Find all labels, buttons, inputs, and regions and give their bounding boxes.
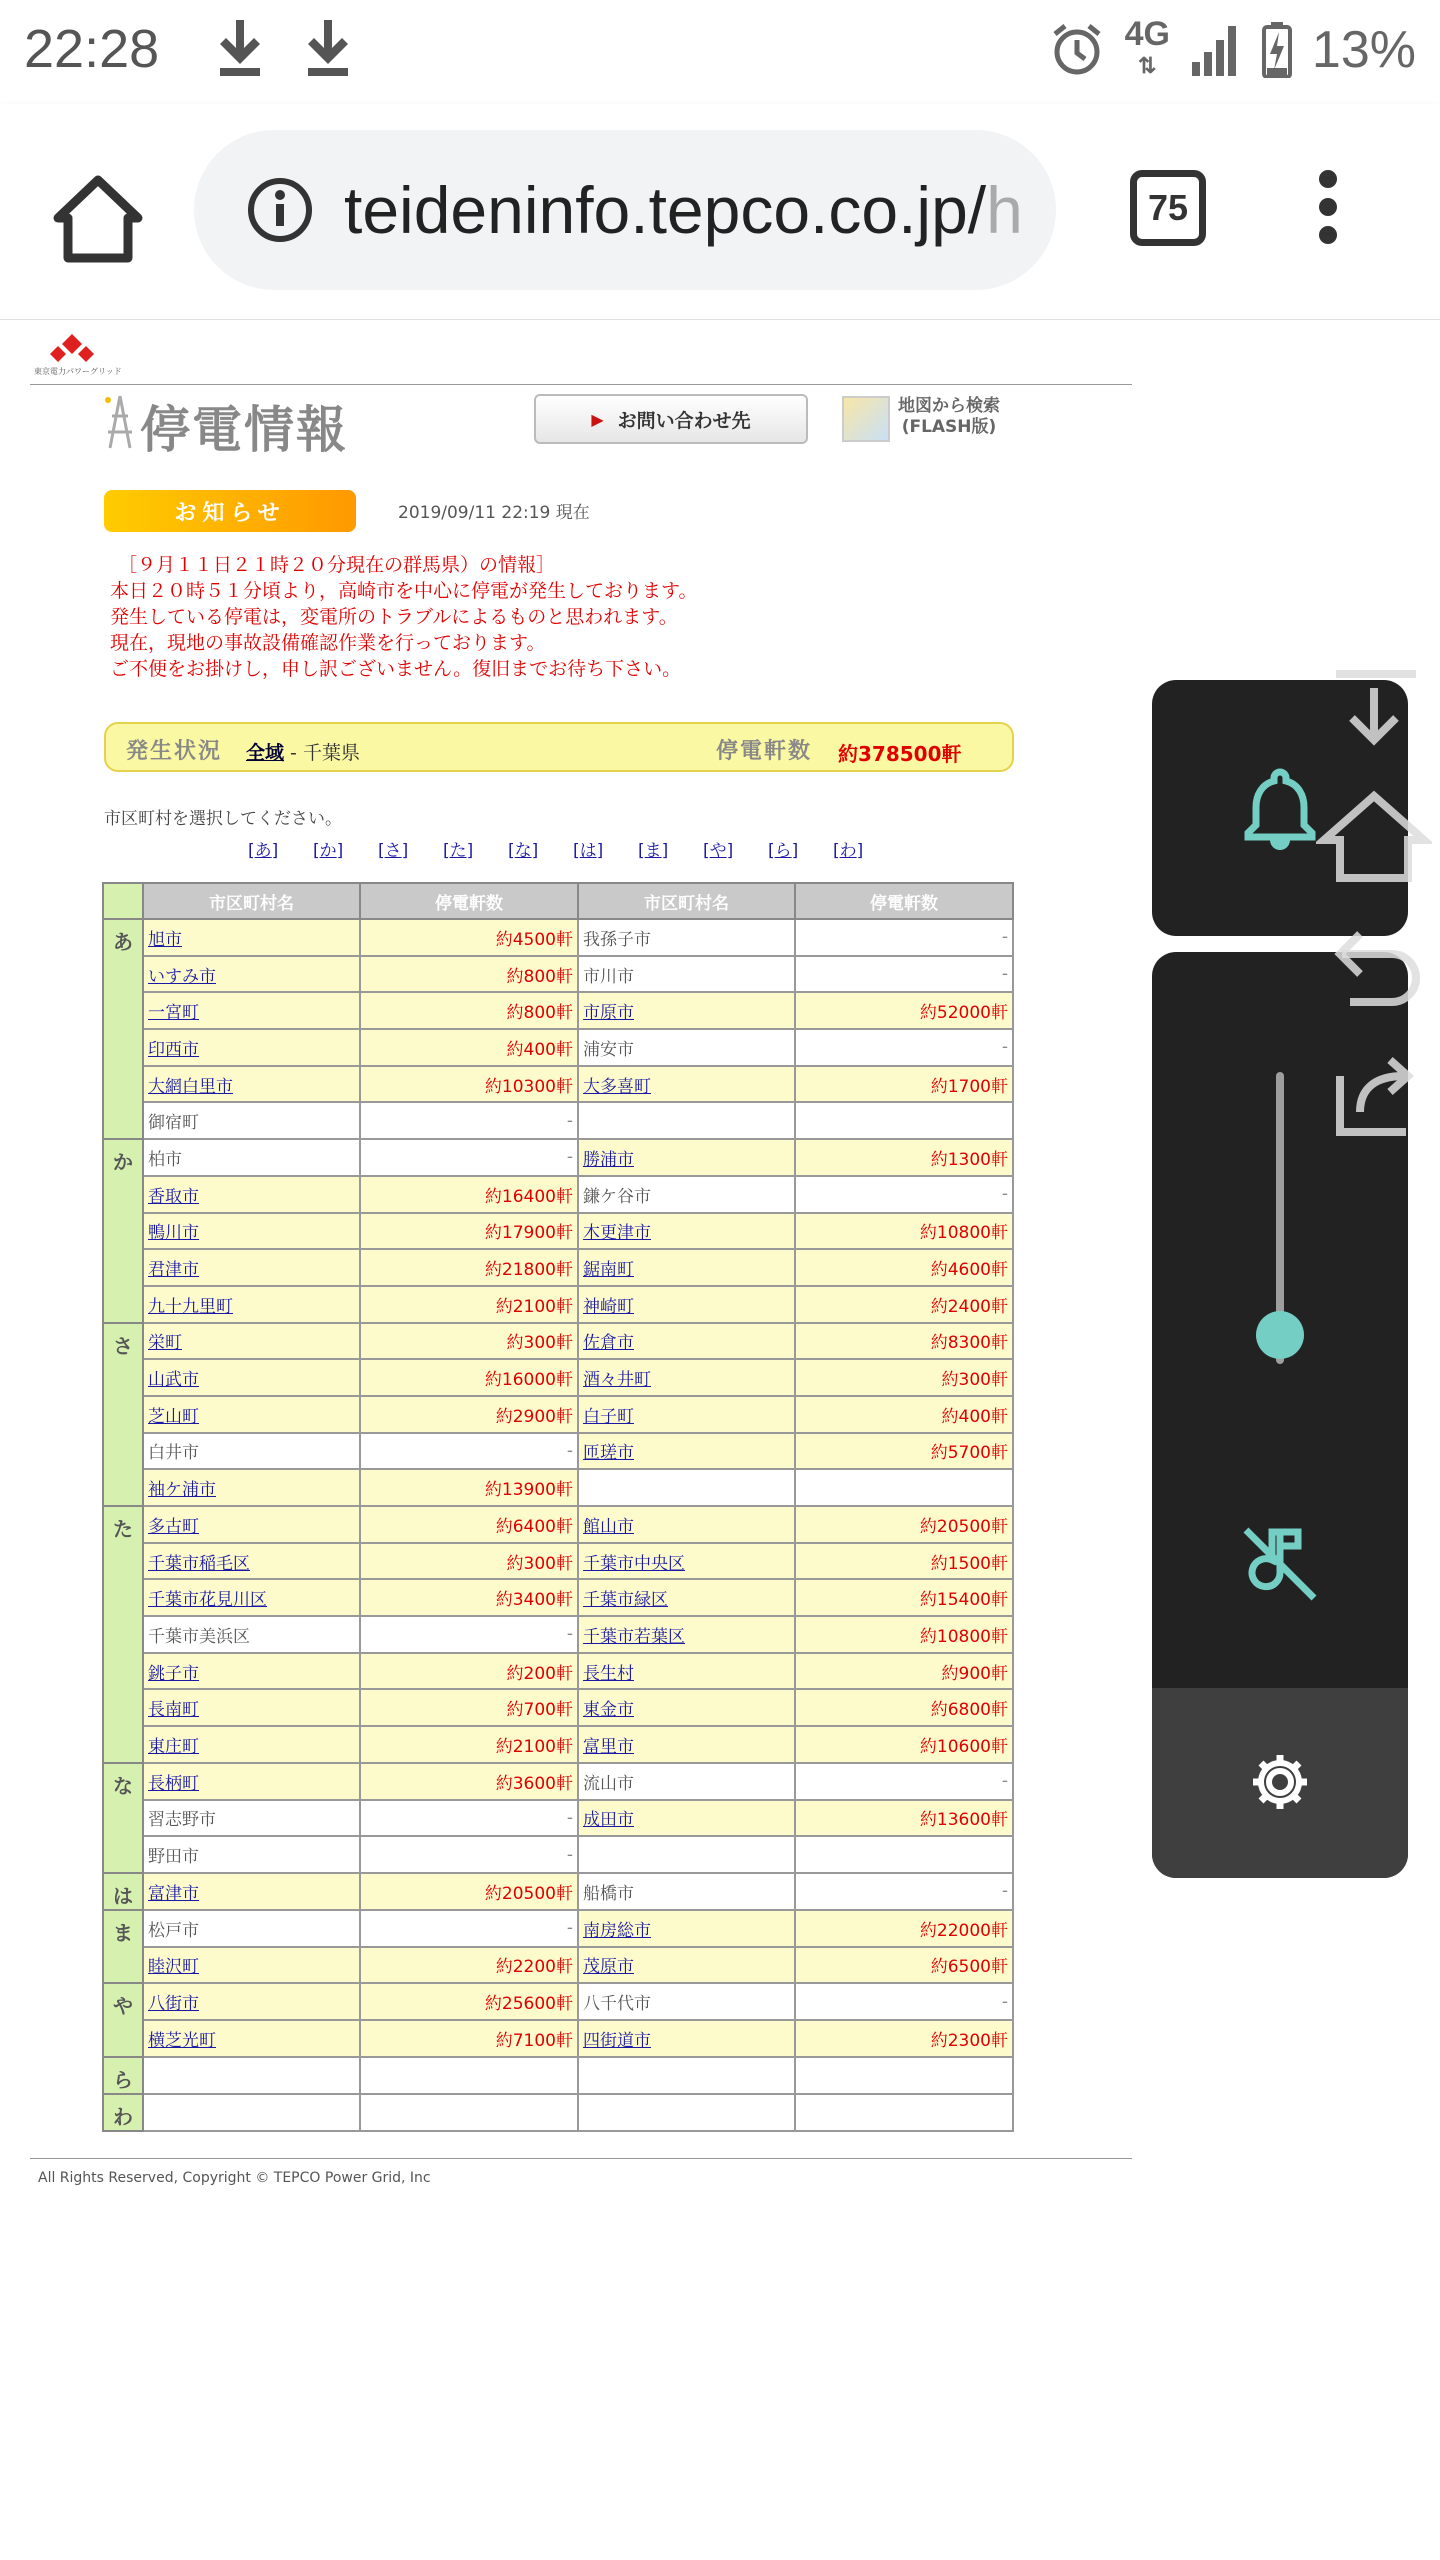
kana-nav-item[interactable]: [さ]	[378, 841, 409, 861]
divider	[30, 384, 1132, 385]
municipality-link[interactable]: 木更津市	[583, 1223, 651, 1244]
municipality-cell	[578, 2020, 795, 2057]
download-icon	[218, 20, 262, 76]
municipality-link[interactable]: 旭市	[148, 929, 182, 950]
music-muted-icon[interactable]	[1236, 1520, 1324, 1608]
kana-group-label: ま	[103, 1910, 143, 1983]
kana-nav-item[interactable]: [は]	[573, 841, 604, 861]
kana-index-nav	[248, 836, 898, 861]
outage-count-cell: 約4500軒	[360, 919, 578, 956]
tepco-logo[interactable]	[48, 332, 96, 368]
outage-count-cell	[360, 2094, 578, 2131]
page-title: 停電情報	[140, 401, 348, 459]
municipality-cell	[578, 1323, 795, 1360]
municipality-link[interactable]: 勝浦市	[583, 1149, 634, 1170]
municipality-cell	[143, 1323, 360, 1360]
kana-group-label: さ	[103, 1323, 143, 1506]
municipality-link[interactable]: 九十九里町	[148, 1296, 233, 1317]
outage-count-cell: 約900軒	[795, 1653, 1013, 1690]
municipality-link[interactable]: 館山市	[583, 1516, 634, 1537]
municipality-link[interactable]: 印西市	[148, 1039, 199, 1060]
outage-count-cell: 約6800軒	[795, 1689, 1013, 1726]
battery-charging-icon	[1262, 22, 1292, 78]
outage-count-cell	[360, 2057, 578, 2094]
outage-count-cell: 約15400軒	[795, 1579, 1013, 1616]
municipality-cell	[143, 2020, 360, 2057]
table-row	[103, 1689, 1013, 1726]
municipality-cell	[143, 1469, 360, 1506]
municipality-cell: 鎌ケ谷市	[578, 1176, 795, 1213]
contact-button[interactable]	[534, 394, 808, 444]
table-row	[103, 1139, 1013, 1176]
outage-table	[102, 882, 1014, 2132]
kana-nav-item[interactable]: [ら]	[768, 841, 799, 861]
table-row	[103, 1433, 1013, 1470]
outage-count-cell: 約2100軒	[360, 1726, 578, 1763]
municipality-cell	[578, 1836, 795, 1873]
municipality-link[interactable]: 千葉市中央区	[583, 1553, 685, 1574]
table-row	[103, 956, 1013, 993]
municipality-link[interactable]: 山武市	[148, 1370, 199, 1391]
back-gesture-icon[interactable]	[1330, 920, 1426, 1010]
municipality-link[interactable]: 長柄町	[148, 1773, 199, 1794]
kana-nav-item[interactable]: [か]	[313, 841, 344, 861]
status-bar	[0, 0, 1440, 104]
municipality-link[interactable]: 八街市	[148, 1994, 199, 2015]
outage-count-cell: 約13600軒	[795, 1800, 1013, 1837]
municipality-link[interactable]: いすみ市	[148, 966, 216, 987]
overflow-menu-button[interactable]	[1310, 170, 1346, 260]
municipality-link[interactable]: 千葉市若葉区	[583, 1626, 685, 1647]
count-label: 停電軒数	[716, 739, 813, 764]
battery-percent: 13%	[1311, 21, 1416, 79]
home-gesture-icon[interactable]	[1316, 788, 1432, 884]
outage-count-cell: 約700軒	[360, 1689, 578, 1726]
kana-nav-item[interactable]: [あ]	[248, 841, 279, 861]
municipality-cell: 習志野市	[143, 1800, 360, 1837]
outage-count-cell: 約25600軒	[360, 1983, 578, 2020]
kana-nav-item[interactable]: [わ]	[833, 841, 864, 861]
outage-count-cell: -	[795, 919, 1013, 956]
outage-count-cell: -	[360, 1433, 578, 1470]
outage-count-cell	[795, 1836, 1013, 1873]
municipality-cell	[143, 1873, 360, 1910]
municipality-cell: 浦安市	[578, 1029, 795, 1066]
gear-icon[interactable]	[1250, 1752, 1310, 1812]
kana-nav-item[interactable]: [や]	[703, 841, 734, 861]
municipality-cell	[578, 2057, 795, 2094]
outage-count-cell: 約22000軒	[795, 1910, 1013, 1947]
outage-count-cell: 約21800軒	[360, 1249, 578, 1286]
table-row	[103, 992, 1013, 1029]
outage-count-cell: 約6400軒	[360, 1506, 578, 1543]
table-row	[103, 1249, 1013, 1286]
municipality-cell	[578, 1359, 795, 1396]
municipality-cell	[143, 1213, 360, 1250]
municipality-cell	[143, 1653, 360, 1690]
table-row	[103, 2094, 1013, 2131]
outage-count-cell: 約1500軒	[795, 1543, 1013, 1580]
outage-count-cell: 約2900軒	[360, 1396, 578, 1433]
outage-count-cell: -	[795, 1873, 1013, 1910]
municipality-link[interactable]: 富里市	[583, 1736, 634, 1757]
outage-count-cell	[795, 2057, 1013, 2094]
table-header-row	[103, 883, 1013, 919]
outage-count-cell: -	[360, 1102, 578, 1139]
municipality-cell	[578, 1102, 795, 1139]
outage-count-cell: 約13900軒	[360, 1469, 578, 1506]
municipality-link[interactable]: 長南町	[148, 1700, 199, 1721]
municipality-link[interactable]: 袖ケ浦市	[148, 1480, 216, 1501]
outage-count-cell: 約8300軒	[795, 1323, 1013, 1360]
notice-badge: お知らせ	[104, 490, 356, 532]
municipality-cell: 我孫子市	[578, 919, 795, 956]
municipality-cell: 流山市	[578, 1763, 795, 1800]
signal-icon	[1190, 24, 1242, 76]
municipality-cell	[143, 1983, 360, 2020]
outage-count-cell: 約10800軒	[795, 1213, 1013, 1250]
outage-count-cell: 約300軒	[360, 1323, 578, 1360]
outage-count-cell: -	[360, 1139, 578, 1176]
municipality-link[interactable]: 成田市	[583, 1810, 634, 1831]
kana-group-label: あ	[103, 919, 143, 1139]
outage-count-cell: -	[795, 1983, 1013, 2020]
municipality-link[interactable]: 白子町	[583, 1406, 634, 1427]
table-row	[103, 1726, 1013, 1763]
table-row	[103, 1359, 1013, 1396]
kana-nav-item[interactable]: [な]	[508, 841, 539, 861]
table-row	[103, 1910, 1013, 1947]
info-icon[interactable]	[246, 176, 314, 244]
table-row	[103, 1213, 1013, 1250]
notice-text: ［９月１１日２１時２０分現在の群馬県）の情報］ 本日２０時５１分頃より，高崎市を中心に停電が発生しております。 発生している停電は，変電所のトラブルによるものと思われます。 現在，現地の事故設備確認作業を行っております。 ご不便をお掛けし，申し訳ございません。復旧までお待ち下さい。	[110, 554, 698, 680]
municipality-cell	[143, 1396, 360, 1433]
municipality-cell: 柏市	[143, 1139, 360, 1176]
outage-count-cell	[795, 2094, 1013, 2131]
table-row	[103, 1836, 1013, 1873]
municipality-link[interactable]: 君津市	[148, 1260, 199, 1281]
scroll-down-icon[interactable]	[1326, 668, 1422, 756]
outage-count-cell: -	[360, 1910, 578, 1947]
outage-count-cell: 約6500軒	[795, 1947, 1013, 1984]
outage-count-cell: 約200軒	[360, 1653, 578, 1690]
municipality-link[interactable]: 鴨川市	[148, 1223, 199, 1244]
municipality-link[interactable]: 匝瑳市	[583, 1443, 634, 1464]
table-row	[103, 1763, 1013, 1800]
outage-count-cell: 約1300軒	[795, 1139, 1013, 1176]
share-gesture-icon[interactable]	[1330, 1046, 1426, 1142]
download-icon	[306, 20, 350, 76]
arrow-right-icon: ▶	[591, 409, 604, 429]
outage-count-cell: 約4600軒	[795, 1249, 1013, 1286]
bell-icon[interactable]	[1242, 766, 1318, 850]
outage-count-cell: 約3600軒	[360, 1763, 578, 1800]
municipality-cell	[143, 1689, 360, 1726]
municipality-cell	[578, 1910, 795, 1947]
municipality-cell: 八千代市	[578, 1983, 795, 2020]
municipality-cell	[143, 2094, 360, 2131]
kana-group-label: は	[103, 1873, 143, 1910]
municipality-link[interactable]: 香取市	[148, 1186, 199, 1207]
address-bar[interactable]	[194, 130, 1056, 290]
kana-group-label: ら	[103, 2057, 143, 2094]
outage-count-cell: -	[795, 1763, 1013, 1800]
outage-count-cell: -	[795, 956, 1013, 993]
outage-count-cell: 約2100軒	[360, 1286, 578, 1323]
municipality-cell	[578, 1947, 795, 1984]
municipality-cell: 市川市	[578, 956, 795, 993]
table-row	[103, 1506, 1013, 1543]
municipality-link[interactable]: 南房総市	[583, 1920, 651, 1941]
outage-count-cell: 約52000軒	[795, 992, 1013, 1029]
select-prompt: 市区町村を選択してください。	[104, 809, 342, 829]
outage-count-cell: 約20500軒	[360, 1873, 578, 1910]
col-header-name: 市区町村名	[578, 883, 795, 919]
municipality-link[interactable]: 芝山町	[148, 1406, 199, 1427]
municipality-link[interactable]: 鋸南町	[583, 1260, 634, 1281]
outage-count-cell: 約10800軒	[795, 1616, 1013, 1653]
table-row	[103, 1396, 1013, 1433]
tab-switcher-button[interactable]: 75	[1130, 170, 1206, 246]
col-header-count: 停電軒数	[360, 883, 578, 919]
kana-group-label: や	[103, 1983, 143, 2056]
network-type: 4G ⇅	[1124, 15, 1170, 78]
table-row	[103, 1469, 1013, 1506]
table-row	[103, 919, 1013, 956]
kana-group-label: な	[103, 1763, 143, 1873]
table-row	[103, 1947, 1013, 1984]
municipality-cell	[578, 1469, 795, 1506]
municipality-link[interactable]: 市原市	[583, 1003, 634, 1024]
area-all-link[interactable]: 全域	[246, 742, 285, 764]
table-row	[103, 1066, 1013, 1103]
table-row	[103, 1029, 1013, 1066]
municipality-cell: 松戸市	[143, 1910, 360, 1947]
outage-count-cell: 約2400軒	[795, 1286, 1013, 1323]
municipality-link[interactable]: 千葉市花見川区	[148, 1590, 267, 1611]
municipality-cell	[143, 1579, 360, 1616]
outage-count-cell: 約300軒	[360, 1543, 578, 1580]
municipality-link[interactable]: 長生村	[583, 1663, 634, 1684]
municipality-cell	[578, 1506, 795, 1543]
municipality-cell	[578, 1066, 795, 1103]
volume-settings-area	[1152, 1688, 1408, 1878]
municipality-cell	[578, 1396, 795, 1433]
municipality-cell	[143, 1066, 360, 1103]
outage-count-cell: 約300軒	[795, 1359, 1013, 1396]
municipality-link[interactable]: 大網白里市	[148, 1076, 233, 1097]
contact-button-label: お問い合わせ先	[617, 409, 751, 432]
url-text[interactable]: teideninfo.tepco.co.jp/h	[344, 173, 1023, 247]
outage-count-cell: -	[795, 1176, 1013, 1213]
table-row	[103, 1653, 1013, 1690]
outage-count-cell: -	[360, 1800, 578, 1837]
outage-count-cell: -	[795, 1029, 1013, 1066]
municipality-cell	[143, 1726, 360, 1763]
outage-count-cell: -	[360, 1836, 578, 1873]
municipality-link[interactable]: 酒々井町	[583, 1370, 651, 1391]
table-row	[103, 1800, 1013, 1837]
municipality-cell	[578, 1543, 795, 1580]
volume-slider-thumb[interactable]	[1256, 1311, 1304, 1359]
outage-count-cell: 約800軒	[360, 992, 578, 1029]
municipality-link[interactable]: 佐倉市	[583, 1333, 634, 1354]
kana-nav-item[interactable]: [た]	[443, 841, 474, 861]
home-icon[interactable]	[48, 170, 148, 270]
municipality-cell	[578, 1800, 795, 1837]
outage-count-cell	[795, 1102, 1013, 1139]
municipality-cell	[578, 1139, 795, 1176]
outage-count-cell: 約1700軒	[795, 1066, 1013, 1103]
municipality-cell: 野田市	[143, 1836, 360, 1873]
outage-count-cell: 約2300軒	[795, 2020, 1013, 2057]
table-row	[103, 1286, 1013, 1323]
municipality-cell: 船橋市	[578, 1873, 795, 1910]
kana-group-label: わ	[103, 2094, 143, 2131]
map-thumbnail-icon[interactable]	[842, 396, 890, 442]
alarm-icon	[1049, 22, 1105, 78]
municipality-link[interactable]: 神崎町	[583, 1296, 634, 1317]
municipality-cell	[143, 1763, 360, 1800]
outage-count-cell: -	[360, 1616, 578, 1653]
municipality-cell	[143, 1029, 360, 1066]
table-row	[103, 1543, 1013, 1580]
status-label: 発生状況	[126, 739, 223, 764]
municipality-link[interactable]: 千葉市緑区	[583, 1590, 668, 1611]
outage-count-cell: 約800軒	[360, 956, 578, 993]
municipality-cell	[578, 992, 795, 1029]
outage-count-cell: 約7100軒	[360, 2020, 578, 2057]
municipality-cell	[578, 1726, 795, 1763]
area-breadcrumb: 全域 - 千葉県	[246, 742, 360, 764]
kana-group-label: か	[103, 1139, 143, 1322]
outage-count-cell: 約17900軒	[360, 1213, 578, 1250]
municipality-link[interactable]: 千葉市稲毛区	[148, 1553, 250, 1574]
municipality-link[interactable]: 茂原市	[583, 1957, 634, 1978]
municipality-cell	[578, 1286, 795, 1323]
municipality-cell	[143, 1249, 360, 1286]
map-search-link[interactable]: 地図から検索 (FLASH版)	[898, 396, 1000, 437]
municipality-cell	[143, 956, 360, 993]
outage-summary	[104, 722, 1014, 772]
logo-text: 東京電力パワーグリッド	[34, 367, 122, 376]
municipality-link[interactable]: 富津市	[148, 1883, 199, 1904]
col-header-name: 市区町村名	[143, 883, 360, 919]
outage-count-cell: 約400軒	[795, 1396, 1013, 1433]
status-time: 22:28	[24, 19, 160, 79]
outage-count-cell: 約400軒	[360, 1029, 578, 1066]
table-row	[103, 1579, 1013, 1616]
table-row	[103, 1323, 1013, 1360]
outage-count-cell: 約16400軒	[360, 1176, 578, 1213]
table-row	[103, 1983, 1013, 2020]
total-outage-count: 約378500軒	[838, 742, 962, 766]
municipality-cell	[143, 1176, 360, 1213]
municipality-link[interactable]: 横芝光町	[148, 2030, 216, 2051]
municipality-cell	[578, 2094, 795, 2131]
table-row	[103, 1176, 1013, 1213]
municipality-link[interactable]: 睦沢町	[148, 1957, 199, 1978]
kana-group-label: た	[103, 1506, 143, 1763]
divider	[30, 2158, 1132, 2159]
municipality-cell: 御宿町	[143, 1102, 360, 1139]
municipality-cell	[578, 1616, 795, 1653]
municipality-cell	[143, 1506, 360, 1543]
municipality-cell: 白井市	[143, 1433, 360, 1470]
municipality-link[interactable]: 大多喜町	[583, 1076, 651, 1097]
municipality-link[interactable]: 東金市	[583, 1700, 634, 1721]
kana-nav-item[interactable]: [ま]	[638, 841, 669, 861]
outage-count-cell: 約10300軒	[360, 1066, 578, 1103]
table-row	[103, 1616, 1013, 1653]
outage-count-cell	[795, 1469, 1013, 1506]
municipality-cell	[143, 1286, 360, 1323]
municipality-cell	[578, 1213, 795, 1250]
municipality-cell	[578, 1433, 795, 1470]
outage-count-cell: 約2200軒	[360, 1947, 578, 1984]
municipality-link[interactable]: 銚子市	[148, 1663, 199, 1684]
browser-toolbar	[0, 104, 1440, 320]
municipality-link[interactable]: 栄町	[148, 1333, 182, 1354]
municipality-link[interactable]: 多古町	[148, 1516, 199, 1537]
outage-count-cell: 約20500軒	[795, 1506, 1013, 1543]
outage-count-cell: 約16000軒	[360, 1359, 578, 1396]
municipality-cell: 千葉市美浜区	[143, 1616, 360, 1653]
municipality-cell	[578, 1689, 795, 1726]
municipality-cell	[143, 1359, 360, 1396]
municipality-cell	[143, 919, 360, 956]
municipality-cell	[578, 1653, 795, 1690]
copyright: All Rights Reserved, Copyright © TEPCO Power Grid, Inc	[38, 2170, 431, 2186]
outage-count-cell: 約3400軒	[360, 1579, 578, 1616]
municipality-cell	[143, 2057, 360, 2094]
col-header-count: 停電軒数	[795, 883, 1013, 919]
municipality-cell	[143, 1543, 360, 1580]
municipality-link[interactable]: 東庄町	[148, 1736, 199, 1757]
status-right	[1049, 15, 1416, 82]
municipality-link[interactable]: 一宮町	[148, 1003, 199, 1024]
outage-count-cell: 約10600軒	[795, 1726, 1013, 1763]
municipality-cell	[143, 1947, 360, 1984]
outage-count-cell: 約5700軒	[795, 1433, 1013, 1470]
table-row	[103, 1873, 1013, 1910]
municipality-cell	[143, 992, 360, 1029]
table-row	[103, 1102, 1013, 1139]
municipality-cell	[578, 1249, 795, 1286]
power-tower-icon	[102, 392, 138, 452]
table-row	[103, 2020, 1013, 2057]
municipality-cell	[578, 1579, 795, 1616]
municipality-link[interactable]: 四街道市	[583, 2030, 651, 2051]
table-row	[103, 2057, 1013, 2094]
notice-timestamp: 2019/09/11 22:19 現在	[398, 503, 590, 523]
